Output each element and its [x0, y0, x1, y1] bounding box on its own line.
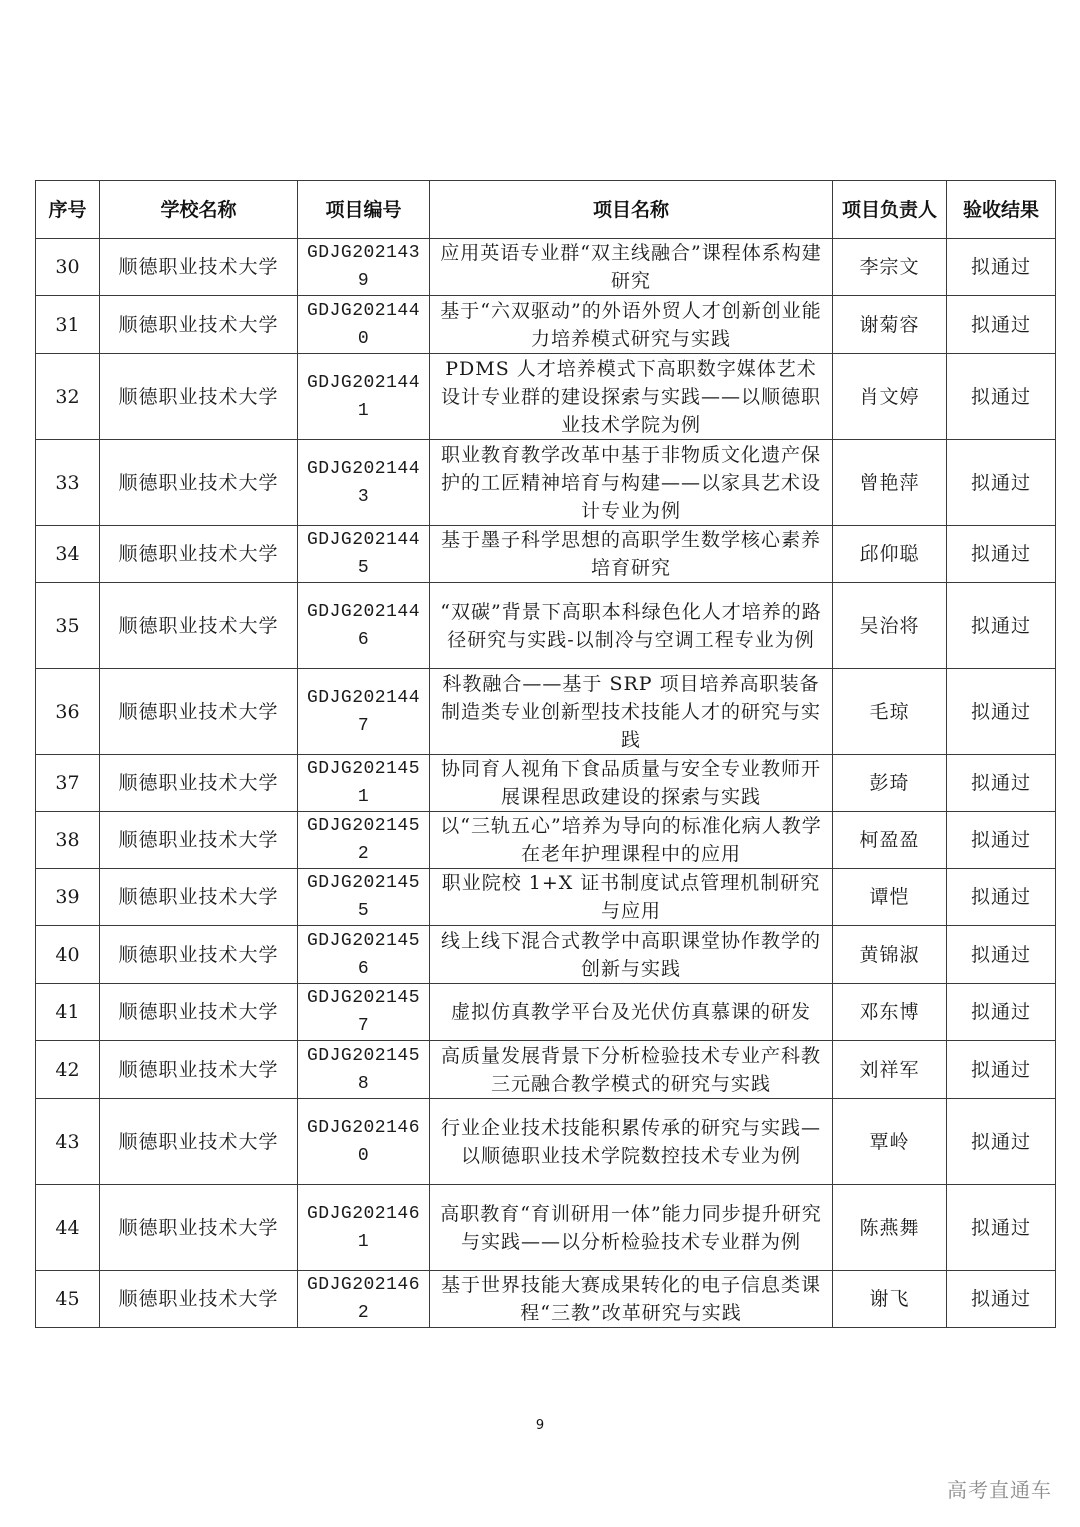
project-code-cell: GDJG2021455 — [298, 869, 430, 926]
acceptance-result-cell: 拟通过 — [947, 526, 1056, 583]
acceptance-result-cell: 拟通过 — [947, 1271, 1056, 1328]
table-row — [36, 239, 1056, 296]
serial-no-cell: 37 — [36, 755, 100, 812]
school-name-cell: 顺德职业技术大学 — [100, 926, 298, 984]
serial-no-cell: 45 — [36, 1271, 100, 1328]
header-serial-no: 序号 — [36, 181, 100, 239]
school-name-cell: 顺德职业技术大学 — [100, 1185, 298, 1271]
project-lead-cell: 李宗文 — [833, 239, 947, 296]
table-header-row — [36, 181, 1056, 239]
serial-no-cell: 30 — [36, 239, 100, 296]
table-row — [36, 1185, 1056, 1271]
header-acceptance-result: 验收结果 — [947, 181, 1056, 239]
project-lead-cell: 毛琼 — [833, 669, 947, 755]
serial-no-cell: 44 — [36, 1185, 100, 1271]
page-number: 9 — [535, 1418, 545, 1433]
project-code-cell: GDJG2021456 — [298, 926, 430, 984]
acceptance-result-cell: 拟通过 — [947, 869, 1056, 926]
header-project-name: 项目名称 — [430, 181, 833, 239]
project-lead-cell: 陈燕舞 — [833, 1185, 947, 1271]
acceptance-result-cell: 拟通过 — [947, 812, 1056, 869]
school-name-cell: 顺德职业技术大学 — [100, 669, 298, 755]
project-lead-cell: 曾艳萍 — [833, 440, 947, 526]
acceptance-result-cell: 拟通过 — [947, 1185, 1056, 1271]
project-lead-cell: 邓东博 — [833, 984, 947, 1041]
project-name-cell: 高职教育“育训研用一体”能力同步提升研究与实践——以分析检验技术专业群为例 — [430, 1185, 833, 1271]
project-code-cell: GDJG2021452 — [298, 812, 430, 869]
project-lead-cell: 刘祥军 — [833, 1041, 947, 1099]
project-lead-cell: 彭琦 — [833, 755, 947, 812]
serial-no-cell: 35 — [36, 583, 100, 669]
acceptance-result-cell: 拟通过 — [947, 926, 1056, 984]
serial-no-cell: 42 — [36, 1041, 100, 1099]
project-code-cell: GDJG2021462 — [298, 1271, 430, 1328]
project-name-cell: 科教融合——基于 SRP 项目培养高职装备制造类专业创新型技术技能人才的研究与实践 — [430, 669, 833, 755]
project-name-cell: “双碳”背景下高职本科绿色化人才培养的路径研究与实践-以制冷与空调工程专业为例 — [430, 583, 833, 669]
acceptance-result-cell: 拟通过 — [947, 440, 1056, 526]
acceptance-result-cell: 拟通过 — [947, 583, 1056, 669]
header-school-name: 学校名称 — [100, 181, 298, 239]
watermark: 高考直通车 — [947, 1478, 1052, 1502]
project-lead-cell: 谢菊容 — [833, 296, 947, 354]
serial-no-cell: 39 — [36, 869, 100, 926]
project-code-cell: GDJG2021445 — [298, 526, 430, 583]
project-code-cell: GDJG2021447 — [298, 669, 430, 755]
project-name-cell: 基于“六双驱动”的外语外贸人才创新创业能力培养模式研究与实践 — [430, 296, 833, 354]
project-code-cell: GDJG2021443 — [298, 440, 430, 526]
project-name-cell: 应用英语专业群“双主线融合”课程体系构建研究 — [430, 239, 833, 296]
school-name-cell: 顺德职业技术大学 — [100, 354, 298, 440]
table-row — [36, 440, 1056, 526]
acceptance-result-cell: 拟通过 — [947, 984, 1056, 1041]
table-row — [36, 926, 1056, 984]
project-lead-cell: 吴治将 — [833, 583, 947, 669]
table-row — [36, 1041, 1056, 1099]
serial-no-cell: 34 — [36, 526, 100, 583]
table-row — [36, 812, 1056, 869]
project-name-cell: 职业院校 1+X 证书制度试点管理机制研究与应用 — [430, 869, 833, 926]
project-name-cell: 职业教育教学改革中基于非物质文化遗产保护的工匠精神培育与构建——以家具艺术设计专业为例 — [430, 440, 833, 526]
table-row — [36, 354, 1056, 440]
acceptance-result-cell: 拟通过 — [947, 239, 1056, 296]
acceptance-result-cell: 拟通过 — [947, 296, 1056, 354]
project-code-cell: GDJG2021457 — [298, 984, 430, 1041]
table-row — [36, 869, 1056, 926]
serial-no-cell: 41 — [36, 984, 100, 1041]
project-lead-cell: 柯盈盈 — [833, 812, 947, 869]
school-name-cell: 顺德职业技术大学 — [100, 755, 298, 812]
acceptance-result-cell: 拟通过 — [947, 1099, 1056, 1185]
table-row — [36, 296, 1056, 354]
project-code-cell: GDJG2021460 — [298, 1099, 430, 1185]
acceptance-result-cell: 拟通过 — [947, 354, 1056, 440]
table-row — [36, 755, 1056, 812]
project-name-cell: 虚拟仿真教学平台及光伏仿真慕课的研发 — [430, 984, 833, 1041]
serial-no-cell: 32 — [36, 354, 100, 440]
project-lead-cell: 邱仰聪 — [833, 526, 947, 583]
acceptance-result-cell: 拟通过 — [947, 755, 1056, 812]
header-project-lead: 项目负责人 — [833, 181, 947, 239]
table-row — [36, 526, 1056, 583]
project-name-cell: 以“三轨五心”培养为导向的标准化病人教学在老年护理课程中的应用 — [430, 812, 833, 869]
project-lead-cell: 谭恺 — [833, 869, 947, 926]
school-name-cell: 顺德职业技术大学 — [100, 583, 298, 669]
table-row — [36, 583, 1056, 669]
project-name-cell: 高质量发展背景下分析检验技术专业产科教三元融合教学模式的研究与实践 — [430, 1041, 833, 1099]
serial-no-cell: 36 — [36, 669, 100, 755]
project-code-cell: GDJG2021441 — [298, 354, 430, 440]
school-name-cell: 顺德职业技术大学 — [100, 296, 298, 354]
table-row — [36, 669, 1056, 755]
table-row — [36, 1271, 1056, 1328]
project-lead-cell: 谢飞 — [833, 1271, 947, 1328]
table-row — [36, 1099, 1056, 1185]
serial-no-cell: 38 — [36, 812, 100, 869]
school-name-cell: 顺德职业技术大学 — [100, 1271, 298, 1328]
project-lead-cell: 覃岭 — [833, 1099, 947, 1185]
project-code-cell: GDJG2021451 — [298, 755, 430, 812]
project-name-cell: 基于墨子科学思想的高职学生数学核心素养培育研究 — [430, 526, 833, 583]
school-name-cell: 顺德职业技术大学 — [100, 984, 298, 1041]
serial-no-cell: 33 — [36, 440, 100, 526]
acceptance-result-cell: 拟通过 — [947, 669, 1056, 755]
project-code-cell: GDJG2021458 — [298, 1041, 430, 1099]
acceptance-result-cell: 拟通过 — [947, 1041, 1056, 1099]
acceptance-results-table — [35, 180, 1056, 1328]
project-code-cell: GDJG2021446 — [298, 583, 430, 669]
school-name-cell: 顺德职业技术大学 — [100, 812, 298, 869]
project-name-cell: PDMS 人才培养模式下高职数字媒体艺术设计专业群的建设探索与实践——以顺德职业技术学院为例 — [430, 354, 833, 440]
table-row — [36, 984, 1056, 1041]
serial-no-cell: 40 — [36, 926, 100, 984]
project-lead-cell: 肖文婷 — [833, 354, 947, 440]
project-name-cell: 行业企业技术技能积累传承的研究与实践—以顺德职业技术学院数控技术专业为例 — [430, 1099, 833, 1185]
school-name-cell: 顺德职业技术大学 — [100, 440, 298, 526]
project-code-cell: GDJG2021439 — [298, 239, 430, 296]
project-name-cell: 线上线下混合式教学中高职课堂协作教学的创新与实践 — [430, 926, 833, 984]
serial-no-cell: 31 — [36, 296, 100, 354]
header-project-code: 项目编号 — [298, 181, 430, 239]
project-name-cell: 基于世界技能大赛成果转化的电子信息类课程“三教”改革研究与实践 — [430, 1271, 833, 1328]
serial-no-cell: 43 — [36, 1099, 100, 1185]
school-name-cell: 顺德职业技术大学 — [100, 239, 298, 296]
school-name-cell: 顺德职业技术大学 — [100, 869, 298, 926]
project-lead-cell: 黄锦淑 — [833, 926, 947, 984]
project-name-cell: 协同育人视角下食品质量与安全专业教师开展课程思政建设的探索与实践 — [430, 755, 833, 812]
school-name-cell: 顺德职业技术大学 — [100, 526, 298, 583]
project-code-cell: GDJG2021440 — [298, 296, 430, 354]
school-name-cell: 顺德职业技术大学 — [100, 1041, 298, 1099]
school-name-cell: 顺德职业技术大学 — [100, 1099, 298, 1185]
project-code-cell: GDJG2021461 — [298, 1185, 430, 1271]
